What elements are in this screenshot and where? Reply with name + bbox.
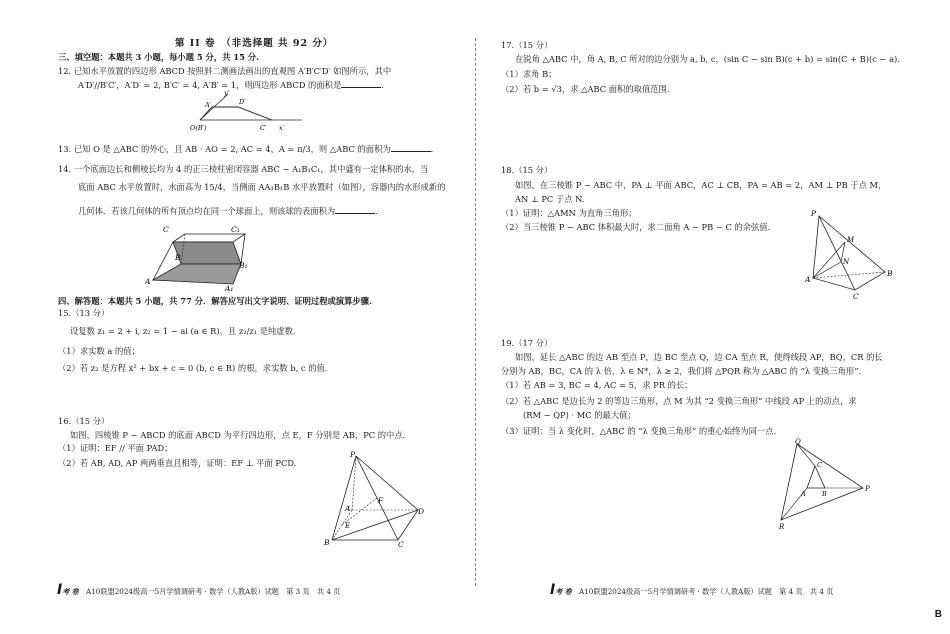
q18-part2: （2）当三棱锥 P − ABC 体积最大时，求二面角 A − PB − C 的余弦值.	[501, 222, 771, 232]
q18-line2: AN ⊥ PC 于点 N.	[515, 194, 585, 204]
label-q: Q	[795, 438, 801, 446]
label-d: D′	[239, 98, 246, 106]
label-b: B	[175, 253, 181, 262]
label-p: P	[350, 450, 356, 459]
left-footer: A10联盟2024级高一5月学情调研考 · 数学（人教A版）试题 第 3 页 共 4 页	[86, 587, 341, 596]
right-footer: A10联盟2024级高一5月学情调研考 · 数学（人教A版）试题 第 4 页 共 4 页	[579, 587, 834, 596]
label-c: C	[398, 540, 404, 548]
label-b: B	[324, 538, 330, 547]
q14-line1: 14. 一个底面边长和侧棱长均为 4 的正三棱柱密闭容器 ABC − A₁B₁C₁，其中盛有一定体积的水，当	[58, 164, 429, 174]
q19-part2-line1: （2）若 △ABC 是边长为 2 的等边三角形，点 M 为其 “2 变换三角形” 中线段 AP 上的动点，求	[501, 396, 857, 406]
label-p: P	[811, 209, 817, 218]
q19-line2: 分别为 AB，BC，CA 的 λ 倍，λ ∈ N*，λ ≥ 2，我们将 △PQR 称为 △ABC 的 “λ 变换三角形”.	[501, 366, 862, 376]
q19-part3: （3）证明：当 λ 变化时，△ABC 的 “λ 变换三角形” 的重心始终为同一点.	[501, 426, 777, 436]
q12-text: A′D′//B′C′，A′D′ = 2, B′C′ = 4, A′B′ = 1，则四边形 ABCD 的面积是	[78, 80, 342, 90]
label-a: A′	[205, 101, 212, 109]
label-b: B	[822, 490, 827, 498]
q18-tetrahedron-figure	[803, 208, 903, 300]
q14-text: 几何体．若该几何体的所有顶点均在同一个球面上，则该球的表面积为	[78, 206, 336, 216]
q18-part1: （1）证明：△AMN 为直角三角形；	[501, 208, 637, 218]
page-mark: B	[934, 609, 942, 620]
solve-header: 四、解答题：本题共 5 小题，共 77 分．解答应写出文字说明、证明过程或演算步骤.	[58, 296, 372, 306]
q15-part1: （1）求实数 a 的值；	[58, 346, 140, 356]
q17-part2: （2）若 b = √3，求 △ABC 面积的取值范围.	[501, 84, 670, 94]
label-d: D	[418, 507, 425, 516]
label-a1: A₁	[225, 284, 234, 292]
q15-head: 15.（13 分）	[58, 308, 110, 318]
brand-logo: I考 卷	[550, 582, 572, 598]
q17-line1: 在锐角 △ABC 中，角 A, B, C 所对的边分别为 a, b, c，(sin C − sin B)(c + b) = sin(C + B)(c − a).	[515, 54, 900, 64]
q19-line1: 如图，延长 △ABC 的边 AB 至点 P，边 BC 至点 Q，边 CA 至点 R，使得线段 AP，BQ，CR 的长	[515, 352, 883, 362]
q19-triangle-figure	[775, 438, 875, 530]
q13: 13. 已知 O 是 △ABC 的外心，且 AB · AO = 2, AC = 4，A = π/3，则 △ABC 的面积为 .	[58, 144, 434, 154]
triangle-abc	[807, 466, 825, 488]
q14-line3: 几何体．若该几何体的所有顶点均在同一个球面上，则该球的表面积为 .	[78, 206, 378, 216]
q15-part2: （2）若 z₂ 是方程 x² + bx + c = 0 (b, c ∈ R) 的根，求实数 b, c 的值.	[58, 363, 328, 373]
q19-part2-line2: (RM − QP) · MC 的最大值；	[523, 410, 636, 420]
label-a: A	[345, 504, 351, 513]
q14-prism-figure	[145, 220, 265, 292]
label-b1: B₁	[239, 261, 248, 270]
q12-line1: 12. 已知水平放置的四边形 ABCD 按照斜二测画法画出的直观图 A′B′C′D′ 如图所示，其中	[58, 66, 392, 76]
q16-head: 16.（15 分）	[58, 416, 110, 426]
q14-line2: 底面 ABC 水平放置时，水面高为 15/4，当侧面 AA₁B₁B 水平放置时（如图），容器内的水形成新的	[78, 182, 446, 192]
q19-head: 19.（17 分）	[501, 338, 553, 348]
q18-head: 18.（15 分）	[501, 165, 553, 175]
label-e: E	[345, 522, 351, 530]
q16-line1: 如图，四棱锥 P − ABCD 的底面 ABCD 为平行四边形，点 E，F 分别是 AB，PC 的中点．	[70, 430, 411, 440]
label-a: A	[145, 277, 151, 286]
label-c1: C₁	[231, 225, 240, 234]
fill-blank-header: 三、填空题：本题共 3 小题，每小题 5 分，共 15 分.	[58, 52, 259, 62]
label-f: F	[378, 496, 384, 505]
answer-blank[interactable]	[341, 79, 381, 88]
q19-part1: （1）若 AB = 3, BC = 4, AC = 5，求 PR 的长；	[501, 380, 693, 390]
q13-text: 13. 已知 O 是 △ABC 的外心，且 AB · AO = 2, AC = 4，A = π/3，则 △ABC 的面积为	[58, 144, 391, 154]
label-o: O(B′)	[190, 124, 207, 132]
right-page	[475, 0, 950, 634]
label-y: y′	[224, 89, 230, 97]
label-m: M	[847, 236, 855, 244]
label-a: A	[805, 275, 811, 284]
q17-part1: （1）求角 B；	[501, 69, 557, 79]
label-p: P	[865, 485, 870, 493]
brand-logo: I考 卷	[57, 582, 79, 598]
label-b: B	[887, 269, 893, 278]
q15-line1: 设复数 z₁ = 2 + i, z₂ = 1 − ai (a ∈ R)，且 z₂/z₁ 是纯虚数.	[70, 326, 296, 336]
q12-line2: A′D′//B′C′，A′D′ = 2, B′C′ = 4, A′B′ = 1，则四边形 ABCD 的面积是 .	[78, 80, 384, 90]
q16-part2: （2）若 AB, AD, AP 两两垂直且相等，证明：EF ⊥ 平面 PCD.	[58, 458, 297, 468]
label-a: A	[801, 490, 806, 498]
label-c: C′	[260, 124, 267, 132]
label-c: C	[163, 225, 169, 234]
label-n: N	[843, 258, 850, 266]
answer-blank[interactable]	[391, 143, 431, 152]
answer-blank[interactable]	[335, 205, 375, 214]
water-body	[153, 264, 241, 284]
label-r: R	[779, 523, 785, 530]
label-c: C	[853, 292, 859, 300]
q12-figure	[190, 88, 310, 132]
q16-part1: （1）证明：EF // 平面 PAD；	[58, 443, 173, 453]
q17-head: 17.（15 分）	[501, 40, 553, 50]
section-title: 第 II 卷 （非选择题 共 92 分）	[175, 38, 334, 49]
q18-line1: 如图，在三棱锥 P − ABC 中，PA ⊥ 平面 ABC，AC ⊥ CB，PA = AB = 2，AM ⊥ PB 于点 M，	[515, 180, 887, 190]
q16-pyramid-figure	[318, 448, 430, 548]
label-c: C	[817, 461, 822, 469]
label-x: x′	[279, 124, 285, 132]
